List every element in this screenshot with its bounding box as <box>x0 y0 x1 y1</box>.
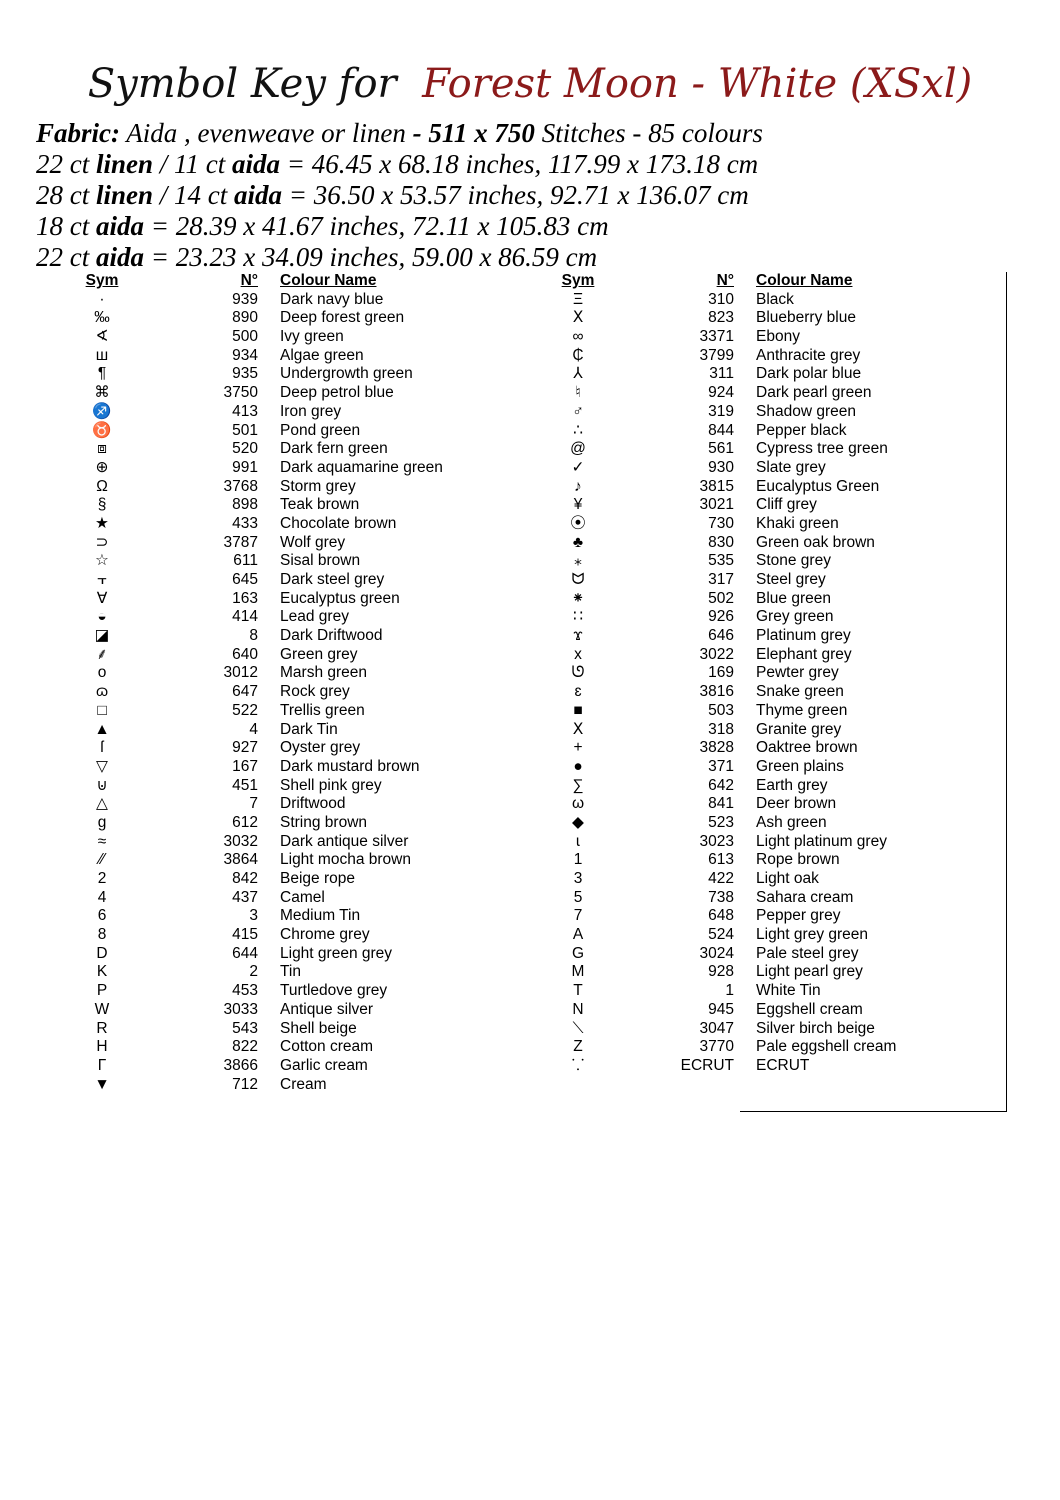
symbol: 1 <box>573 851 583 869</box>
dmc-number: 841 <box>708 795 734 813</box>
pattern-name: Forest Moon - White (XSxl) <box>422 61 973 107</box>
table-border-bottom <box>740 1111 1007 1112</box>
stitches-label: Stitches <box>541 118 626 148</box>
dmc-number: 3033 <box>223 1000 258 1018</box>
dmc-number: 738 <box>708 888 734 906</box>
dmc-number: 3022 <box>699 645 734 663</box>
dmc-number: 502 <box>708 589 734 607</box>
dmc-number: 844 <box>708 421 734 439</box>
symbol: P <box>96 982 108 1000</box>
size-line <box>36 180 1046 211</box>
colour-name: String brown <box>280 813 368 831</box>
colour-name: Sisal brown <box>280 552 361 570</box>
colour-name: Cotton cream <box>280 1038 374 1056</box>
dmc-number: 842 <box>232 870 258 887</box>
dmc-number: 167 <box>232 757 258 775</box>
colour-name: Pond green <box>280 421 361 439</box>
symbol: Ω <box>96 477 108 495</box>
dmc-number: 561 <box>708 440 734 458</box>
dmc-number: 3047 <box>699 1019 734 1037</box>
colour-name: Turtledove grey <box>280 982 388 1000</box>
colour-name: Deer brown <box>756 795 837 813</box>
colour-name: Earth grey <box>756 776 828 794</box>
colour-name: Camel <box>280 888 325 906</box>
dmc-number: 501 <box>232 421 258 439</box>
symbol: ▼ <box>94 1075 110 1093</box>
dmc-number: 3815 <box>699 477 734 495</box>
dmc-number: 648 <box>708 907 734 925</box>
colour-name: Steel grey <box>756 571 826 588</box>
fabric-dash-1: - <box>412 118 422 148</box>
colour-name: Garlic cream <box>280 1056 368 1074</box>
symbol: ∑ <box>572 776 584 794</box>
symbol: + <box>573 739 583 757</box>
colour-name: Cream <box>280 1075 327 1093</box>
symbol: @ <box>570 440 586 458</box>
dmc-number: 543 <box>232 1019 258 1037</box>
symbol: N <box>572 1000 584 1018</box>
colour-name: Ash green <box>756 813 827 831</box>
symbol: ᗢ <box>571 571 585 588</box>
symbol: § <box>97 496 107 514</box>
symbol: ⁕ <box>571 589 585 607</box>
header-sym: Sym <box>561 272 595 289</box>
symbol: ▽ <box>96 757 108 775</box>
symbol: ▲ <box>94 720 110 738</box>
dmc-number: 934 <box>232 346 258 364</box>
colour-name: Pewter grey <box>756 664 839 682</box>
size-fabric: linen <box>96 180 154 210</box>
symbol: R <box>96 1019 108 1037</box>
colour-name: Chocolate brown <box>280 514 397 532</box>
dmc-number: 3799 <box>699 346 734 364</box>
colour-name: Green grey <box>280 645 358 663</box>
dmc-number: 644 <box>232 944 258 962</box>
symbol: ∴ <box>573 421 583 439</box>
colour-name: Granite grey <box>756 720 842 738</box>
dmc-number: 520 <box>232 440 258 458</box>
dmc-number: 924 <box>708 384 734 402</box>
size-line <box>36 211 1046 242</box>
colour-name: Algae green <box>280 346 364 364</box>
symbol: ⊍ <box>96 776 108 794</box>
dmc-number: 2 <box>249 963 258 981</box>
dmc-number: 500 <box>232 328 258 346</box>
colour-name: Trellis green <box>280 701 365 719</box>
colour-name: Ivy green <box>280 328 344 346</box>
colour-name: Marsh green <box>280 664 368 682</box>
dmc-number: 613 <box>708 851 734 869</box>
size-fabric-alt: aida <box>234 180 283 210</box>
page-title <box>0 58 1060 110</box>
header-num: N° <box>240 272 258 289</box>
dmc-number: 935 <box>232 365 258 383</box>
symbol: o <box>97 664 107 682</box>
dmc-number: 522 <box>232 701 258 719</box>
size-count: 22 ct <box>36 242 90 272</box>
dmc-number: 371 <box>708 757 734 775</box>
symbol: 8 <box>97 926 107 944</box>
colour-name: Teak brown <box>280 496 360 514</box>
dmc-number: 3866 <box>223 1056 258 1074</box>
dmc-number: 433 <box>232 514 258 532</box>
symbol: ∀ <box>96 589 108 607</box>
colour-name: Light oak <box>756 870 819 887</box>
colour-name: Rock grey <box>280 683 350 701</box>
symbol: ⁄⁄ <box>99 851 105 869</box>
colour-name: Sahara cream <box>756 888 854 906</box>
dmc-number: 3032 <box>223 832 258 850</box>
colour-name: Light platinum grey <box>756 832 887 850</box>
dmc-number: 4 <box>249 720 258 738</box>
colour-name: Khaki green <box>756 514 839 532</box>
colour-name: Green oak brown <box>756 533 875 551</box>
colour-name: Shadow green <box>756 402 856 420</box>
dmc-number: 642 <box>708 776 734 794</box>
colour-name: Dark antique silver <box>280 832 409 850</box>
symbol: 2 <box>97 870 107 887</box>
symbol: ✓ <box>571 458 585 476</box>
dmc-number: 163 <box>232 589 258 607</box>
colour-name: Dark fern green <box>280 440 388 458</box>
dmc-number: 310 <box>708 290 734 308</box>
dmc-number: 830 <box>708 533 734 551</box>
colour-name: Oaktree brown <box>756 739 858 757</box>
symbol: ſ <box>100 739 104 757</box>
dmc-number: 3024 <box>699 944 734 962</box>
stitch-count: 511 x 750 <box>428 118 535 148</box>
dmc-number: 1 <box>725 982 734 1000</box>
symbol: ₵ <box>572 346 584 364</box>
symbol: ⸪ <box>571 1056 585 1074</box>
symbol: ⧈ <box>97 440 107 458</box>
colour-name: White Tin <box>756 982 821 1000</box>
symbol: H <box>96 1038 108 1056</box>
dmc-number: 823 <box>708 309 734 327</box>
colour-name: Eucalyptus Green <box>756 477 880 495</box>
header-colour-name: Colour Name <box>756 272 853 289</box>
colour-name: Blue green <box>756 589 831 607</box>
dmc-number: 524 <box>708 926 734 944</box>
fabric-info <box>36 118 1046 273</box>
colour-name: Wolf grey <box>280 533 346 551</box>
dmc-number: 3023 <box>699 832 734 850</box>
dmc-number: 3770 <box>699 1038 734 1056</box>
symbol: ☆ <box>95 552 109 570</box>
fabric-types: Aida , evenweave or linen <box>126 118 406 148</box>
symbol: Z <box>573 1038 583 1056</box>
symbol: ≈ <box>97 832 107 850</box>
symbol: ∞ <box>572 328 584 346</box>
dmc-number: 3768 <box>223 477 258 495</box>
symbol: ◪ <box>94 627 110 645</box>
symbol: △ <box>96 795 108 813</box>
dmc-number: 413 <box>232 402 258 420</box>
dmc-number: 535 <box>708 552 734 570</box>
size-dimensions: = 36.50 x 53.57 inches, 92.71 x 136.07 cm <box>288 180 749 210</box>
colour-name: Ebony <box>756 328 800 346</box>
symbol: ■ <box>573 701 583 719</box>
colour-name: Medium Tin <box>280 907 361 925</box>
symbol: A <box>572 926 584 944</box>
size-dimensions: = 46.45 x 68.18 inches, 117.99 x 173.18 cm <box>286 149 759 179</box>
symbol: ♮ <box>575 384 581 402</box>
header-sym: Sym <box>85 272 119 289</box>
dmc-number: 437 <box>232 888 258 906</box>
size-dimensions: = 28.39 x 41.67 inches, 72.11 x 105.83 cm <box>150 211 609 241</box>
table-border-right <box>1006 272 1007 1112</box>
colour-name: Rope brown <box>756 851 840 869</box>
symbol: ⁎ <box>574 552 582 570</box>
dmc-number: 822 <box>232 1038 258 1056</box>
symbol: ♪ <box>574 477 582 495</box>
colour-name: Anthracite grey <box>756 346 861 364</box>
colour-name: Thyme green <box>756 701 848 719</box>
colour-name: Undergrowth green <box>280 365 413 383</box>
symbol: K <box>96 963 108 981</box>
symbol: 5 <box>573 888 583 906</box>
dmc-number: 945 <box>708 1000 734 1018</box>
dmc-number: 3371 <box>699 328 734 346</box>
dmc-number: 414 <box>232 608 258 626</box>
colour-name: Snake green <box>756 683 844 701</box>
colour-name: Light pearl grey <box>756 963 863 981</box>
symbol: Ξ <box>572 290 584 308</box>
dmc-number: 453 <box>232 982 258 1000</box>
colour-name: Eucalyptus green <box>280 589 400 607</box>
symbol: 4 <box>97 888 107 906</box>
colour-name: Pepper black <box>756 421 847 439</box>
dmc-number: 939 <box>232 290 258 308</box>
colour-name: Pale eggshell cream <box>756 1038 897 1056</box>
size-count: 18 ct <box>36 211 90 241</box>
symbol: ♣ <box>572 533 584 551</box>
dmc-number: 3864 <box>223 851 258 869</box>
colour-name: Slate grey <box>756 458 826 476</box>
colour-name: Dark aquamarine green <box>280 458 443 476</box>
dmc-number: 451 <box>232 776 258 794</box>
size-count-alt: / 14 ct <box>159 180 228 210</box>
symbol: ᘎ <box>571 664 585 682</box>
colour-name: Dark Tin <box>280 720 338 738</box>
colour-name: Deep forest green <box>280 309 405 327</box>
symbol: ♉ <box>92 421 112 439</box>
size-line <box>36 242 1046 273</box>
size-dimensions: = 23.23 x 34.09 inches, 59.00 x 86.59 cm <box>150 242 598 272</box>
symbol: ⌘ <box>94 384 110 402</box>
symbol: g <box>97 813 107 831</box>
symbol: 7 <box>573 907 583 925</box>
colour-name: Grey green <box>756 608 834 626</box>
symbol: ◆ <box>572 813 584 831</box>
symbol: ♐ <box>92 402 112 420</box>
header-colour-name: Colour Name <box>280 272 377 289</box>
dmc-number: 928 <box>708 963 734 981</box>
colour-name: Dark pearl green <box>756 384 872 402</box>
symbol: D <box>96 944 108 962</box>
dmc-number: 415 <box>232 926 258 944</box>
symbol: Ⅹ <box>572 309 584 327</box>
fabric-line <box>36 118 1046 149</box>
symbol: ⦿ <box>570 514 586 532</box>
dmc-number: 503 <box>708 701 734 719</box>
symbol: ш <box>95 346 109 364</box>
symbol: x <box>574 645 582 663</box>
colour-name: Lead grey <box>280 608 349 626</box>
colour-name: Antique silver <box>280 1000 374 1018</box>
colour-name: Oyster grey <box>280 739 361 757</box>
colour-name: Green plains <box>756 757 844 775</box>
colour-name: Dark steel grey <box>280 571 385 588</box>
symbol: ⫟ <box>97 571 107 588</box>
dmc-number: 311 <box>709 365 734 383</box>
size-count-alt: / 11 ct <box>159 149 226 179</box>
size-fabric: aida <box>96 242 145 272</box>
size-fabric: linen <box>96 149 154 179</box>
symbol: ⊕ <box>95 458 109 476</box>
symbol: ∢ <box>95 328 109 346</box>
symbol: Ⅹ <box>572 720 584 738</box>
colour-name: Light green grey <box>280 944 393 962</box>
dmc-number: 646 <box>708 627 734 645</box>
dmc-number: 611 <box>233 552 258 570</box>
title-prefix: Symbol Key for <box>87 61 397 107</box>
fabric-dash-2: - <box>632 118 642 148</box>
dmc-number: 926 <box>708 608 734 626</box>
dmc-number: 612 <box>232 813 258 831</box>
dmc-number: 3021 <box>699 496 734 514</box>
colour-name: Dark mustard brown <box>280 757 420 775</box>
dmc-number: 3 <box>249 907 258 925</box>
symbol: Γ <box>97 1056 107 1074</box>
dmc-number: 898 <box>232 496 258 514</box>
colour-name: Silver birch beige <box>756 1019 875 1037</box>
dmc-number: 317 <box>708 571 734 588</box>
colour-name: Beige rope <box>280 870 355 887</box>
colour-name: Driftwood <box>280 795 346 813</box>
symbol: · <box>99 290 105 308</box>
size-fabric: aida <box>96 211 145 241</box>
dmc-number: 169 <box>708 664 734 682</box>
colour-name: Stone grey <box>756 552 831 570</box>
dmc-number: 422 <box>708 870 734 887</box>
colour-name: Blueberry blue <box>756 309 856 327</box>
colour-name: Chrome grey <box>280 926 370 944</box>
colour-name: Eggshell cream <box>756 1000 863 1018</box>
header-num: N° <box>716 272 734 289</box>
dmc-number: 930 <box>708 458 734 476</box>
colour-name: Cypress tree green <box>756 440 888 458</box>
dmc-number: 3816 <box>699 683 734 701</box>
dmc-number: 645 <box>232 571 258 588</box>
dmc-number: 8 <box>249 627 258 645</box>
colour-name: Storm grey <box>280 477 356 495</box>
colour-name: Cliff grey <box>756 496 817 514</box>
symbol: ‰ <box>94 309 110 327</box>
symbol: □ <box>97 701 107 719</box>
dmc-number: 3787 <box>223 533 258 551</box>
fabric-label: Fabric: <box>36 118 120 148</box>
colour-name: Light grey green <box>756 926 869 944</box>
colour-name: ECRUT <box>756 1056 810 1074</box>
symbol: ϫ <box>573 627 583 645</box>
dmc-number: 991 <box>232 458 258 476</box>
symbol: ⟍ <box>572 1019 584 1037</box>
dmc-number: 927 <box>232 739 258 757</box>
size-fabric-alt: aida <box>232 149 281 179</box>
dmc-number: 523 <box>708 813 734 831</box>
size-count: 28 ct <box>36 180 90 210</box>
dmc-number: 640 <box>232 645 258 663</box>
colour-count: 85 colours <box>648 118 763 148</box>
symbol: M <box>571 963 585 981</box>
dmc-number: 318 <box>708 720 734 738</box>
colour-name: Deep petrol blue <box>280 384 394 402</box>
symbol: ⊃ <box>95 533 109 551</box>
dmc-number: 7 <box>249 795 258 813</box>
dmc-number: 319 <box>708 402 734 420</box>
dmc-number: 890 <box>232 309 258 327</box>
symbol: G <box>571 944 585 962</box>
symbol: ⸙ <box>96 645 108 663</box>
symbol: 3 <box>573 870 583 887</box>
symbol: W <box>94 1000 110 1018</box>
symbol: ● <box>573 757 583 775</box>
symbol: ♂ <box>572 402 584 420</box>
colour-name: Iron grey <box>280 402 342 420</box>
colour-name: Elephant grey <box>756 645 852 663</box>
symbol: ɷ <box>95 683 109 701</box>
colour-name: Dark polar blue <box>756 365 862 383</box>
symbol: ◒ <box>97 608 107 626</box>
dmc-number: ECRUT <box>680 1056 734 1074</box>
dmc-number: 3012 <box>223 664 258 682</box>
dmc-number: 712 <box>232 1075 258 1093</box>
colour-name: Light mocha brown <box>280 851 411 869</box>
symbol: 6 <box>97 907 107 925</box>
dmc-number: 730 <box>708 514 734 532</box>
symbol: ɛ <box>574 683 582 701</box>
size-count: 22 ct <box>36 149 90 179</box>
colour-name: Dark navy blue <box>280 290 384 308</box>
colour-name: Pale steel grey <box>756 944 859 962</box>
symbol: ¥ <box>573 496 583 514</box>
symbol: ¶ <box>97 365 107 383</box>
colour-name: Platinum grey <box>756 627 851 645</box>
symbol: ɩ <box>576 832 580 850</box>
colour-name: Black <box>756 290 794 308</box>
symbol: ⅄ <box>573 365 583 383</box>
dmc-number: 3828 <box>699 739 734 757</box>
colour-name: Tin <box>280 963 301 981</box>
colour-name: Pepper grey <box>756 907 841 925</box>
symbol: T <box>573 982 583 1000</box>
symbol: ω <box>571 795 585 813</box>
colour-name: Dark Driftwood <box>280 627 383 645</box>
size-line <box>36 149 1046 180</box>
symbol: ★ <box>95 514 109 532</box>
symbol: ∷ <box>573 608 583 626</box>
dmc-number: 647 <box>232 683 258 701</box>
dmc-number: 3750 <box>223 384 258 402</box>
colour-name: Shell beige <box>280 1019 357 1037</box>
colour-name: Shell pink grey <box>280 776 382 794</box>
